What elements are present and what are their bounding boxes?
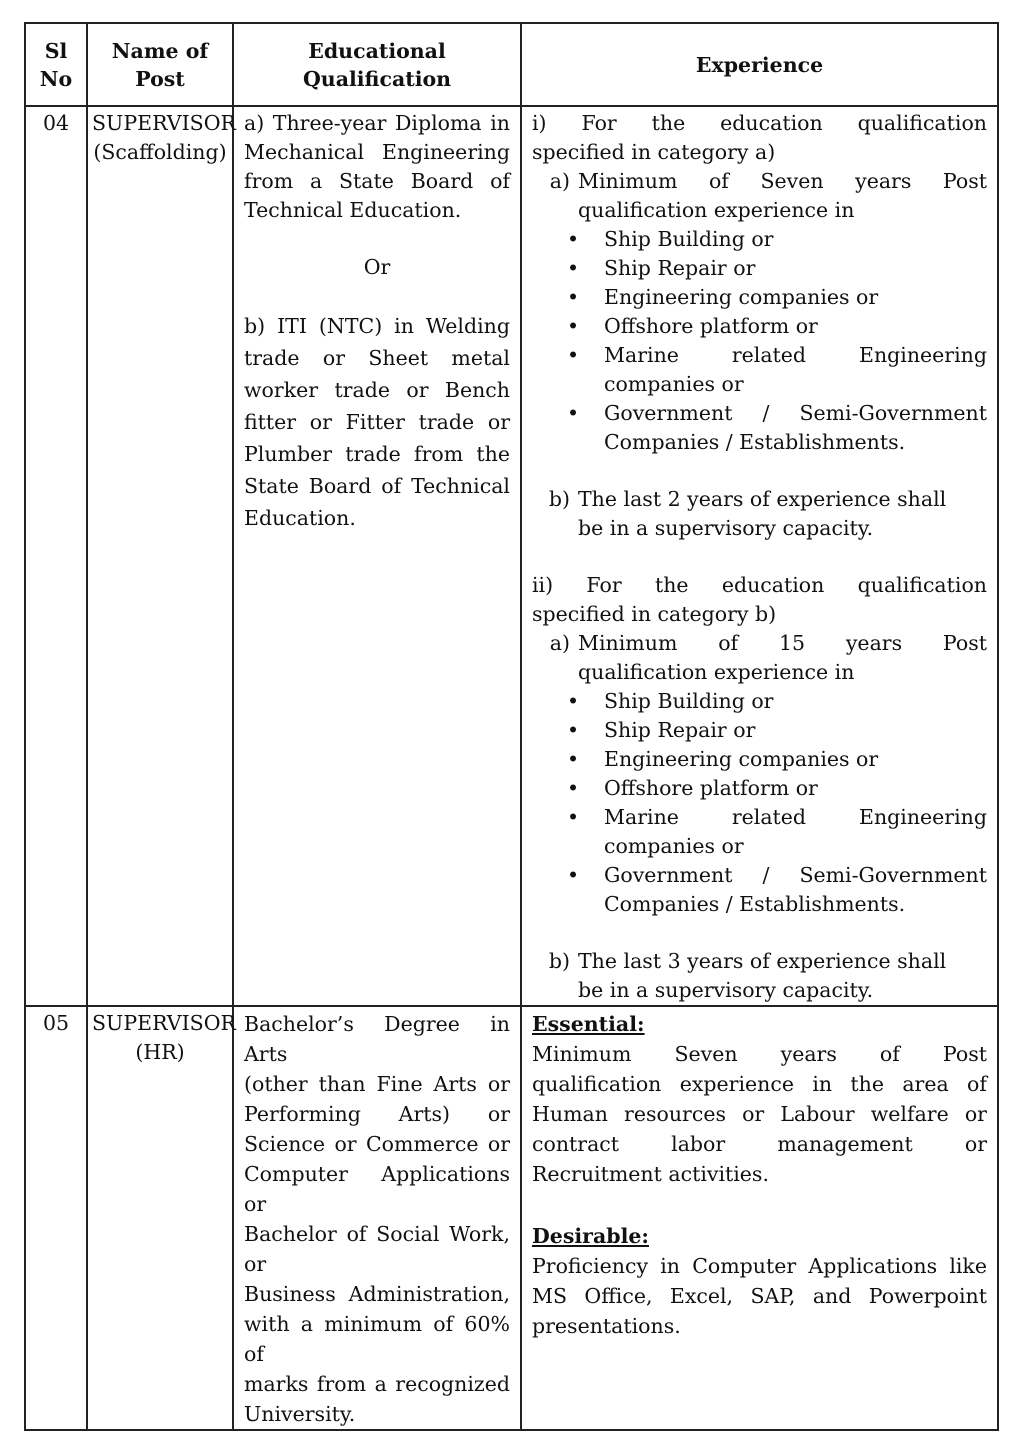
sub-text: be in a supervisory capacity. [578,516,874,540]
sub-label: b) [548,949,570,973]
edu-line: Business Administration, [244,1282,510,1306]
bullet-item: • Ship Repair or [532,254,987,283]
sub-label: a) [549,631,570,655]
desirable-line: MS Office, Excel, SAP, and Powerpoint [532,1284,987,1308]
edu-line: fitter or Fitter trade or [244,410,510,434]
desirable-heading: Desirable: [532,1224,649,1248]
header-sl-no: Sl No [25,23,87,106]
essential-line: Minimum Seven years of Post [532,1042,987,1066]
edu-line: b) ITI (NTC) in Welding [244,314,510,338]
exp-heading-ii-cont: specified in category b) [532,602,777,626]
edu-line: University. [244,1402,356,1426]
document-page [24,22,1000,1431]
table-row [25,106,998,1006]
sub-text: qualification experience in [578,198,855,222]
bullet-list [532,225,987,457]
edu-line: Performing Arts) or [244,1102,510,1126]
edu-line: Science or Commerce or [244,1132,510,1156]
post-title: SUPERVISOR [92,111,236,135]
edu-line: State Board of Technical [244,474,510,498]
edu-line: trade or Sheet metal [244,346,510,370]
exp-sub-item [532,947,987,1005]
edu-line: Plumber trade from the [244,442,510,466]
essential-line: contract labor management or [532,1132,987,1156]
education-cell [233,1006,521,1430]
bullet-item: • Ship Building or [532,225,987,254]
essential-line: qualification experience in the area of [532,1072,987,1096]
desirable-line: Proficiency in Computer Applications like [532,1254,987,1278]
experience-cell [521,106,998,1006]
header-education: Educational Qualification [233,23,521,106]
bullet-item: • Offshore platform or [532,312,987,341]
bullet-icon: • [566,863,580,887]
sub-text: The last 2 years of experience shall [578,487,947,511]
table-row [25,1006,998,1430]
exp-heading-ii: ii) For the education qualification [532,573,987,597]
education-cell [233,106,521,1006]
post-title: SUPERVISOR [92,1011,236,1035]
sub-label: a) [549,169,570,193]
edu-line: worker trade or Bench [244,378,510,402]
bullet-icon: • [566,718,580,742]
bullet-icon: • [566,343,580,367]
header-post: Name of Post [87,23,233,106]
header-row [25,23,998,106]
bullet-icon: • [566,776,580,800]
bullet-item: • Engineering companies or [532,283,987,312]
bullet-icon: • [566,689,580,713]
post-cell [87,106,236,1006]
edu-line: (other than Fine Arts or [244,1072,510,1096]
bullet-list [532,687,987,919]
sl-no-cell: 05 [25,1006,87,1430]
sub-label: b) [548,487,570,511]
edu-line: Bachelor’s Degree in Arts [244,1012,510,1066]
edu-or: Or [363,255,391,279]
bullet-item: • Marine related Engineering companies or [532,341,987,399]
bullet-item: • Ship Repair or [532,716,987,745]
experience-cell [521,1006,998,1430]
essential-line: Human resources or Labour welfare or [532,1102,987,1126]
edu-line: Bachelor of Social Work, or [244,1222,510,1276]
sub-text: Minimum of Seven years Post [578,169,987,193]
edu-line: Computer Applications or [244,1162,510,1216]
edu-line: a) Three-year Diploma in [244,111,510,135]
post-subtitle: (HR) [135,1040,185,1064]
bullet-item: • Ship Building or [532,687,987,716]
bullet-item: • Engineering companies or [532,745,987,774]
essential-heading: Essential: [532,1012,645,1036]
bullet-icon: • [566,805,580,829]
sub-text: qualification experience in [578,660,855,684]
bullet-icon: • [566,747,580,771]
edu-line: from a State Board of [244,169,510,193]
bullet-icon: • [566,285,580,309]
bullet-icon: • [566,401,580,425]
post-cell [87,1006,236,1430]
sub-text: Minimum of 15 years Post [578,631,987,655]
bullet-icon: • [566,314,580,338]
sl-no-cell: 04 [25,106,87,1006]
post-subtitle: (Scaffolding) [93,140,227,164]
edu-line: Education. [244,506,356,530]
bullet-icon: • [566,256,580,280]
recruitment-table [24,22,999,1431]
exp-heading-i-cont: specified in category a) [532,140,776,164]
sub-text: The last 3 years of experience shall [578,949,947,973]
edu-line: Mechanical Engineering [244,140,510,164]
edu-line: with a minimum of 60% of [244,1312,510,1366]
edu-line: marks from a recognized [244,1372,510,1396]
sub-text: be in a supervisory capacity. [578,978,874,1002]
exp-sub-item [532,629,987,687]
exp-sub-item [532,167,987,225]
bullet-item: • Marine related Engineering companies or [532,803,987,861]
bullet-item: • Government / Semi-Government Companies / Establishments. [532,399,987,457]
essential-line: Recruitment activities. [532,1162,769,1186]
exp-sub-item [532,485,987,543]
desirable-line: presentations. [532,1314,681,1338]
bullet-item: • Offshore platform or [532,774,987,803]
bullet-item: • Government / Semi-Government Companies / Establishments. [532,861,987,919]
header-experience: Experience [521,23,998,106]
edu-line: Technical Education. [244,198,462,222]
exp-heading-i: i) For the education qualification [532,111,987,135]
bullet-icon: • [566,227,580,251]
